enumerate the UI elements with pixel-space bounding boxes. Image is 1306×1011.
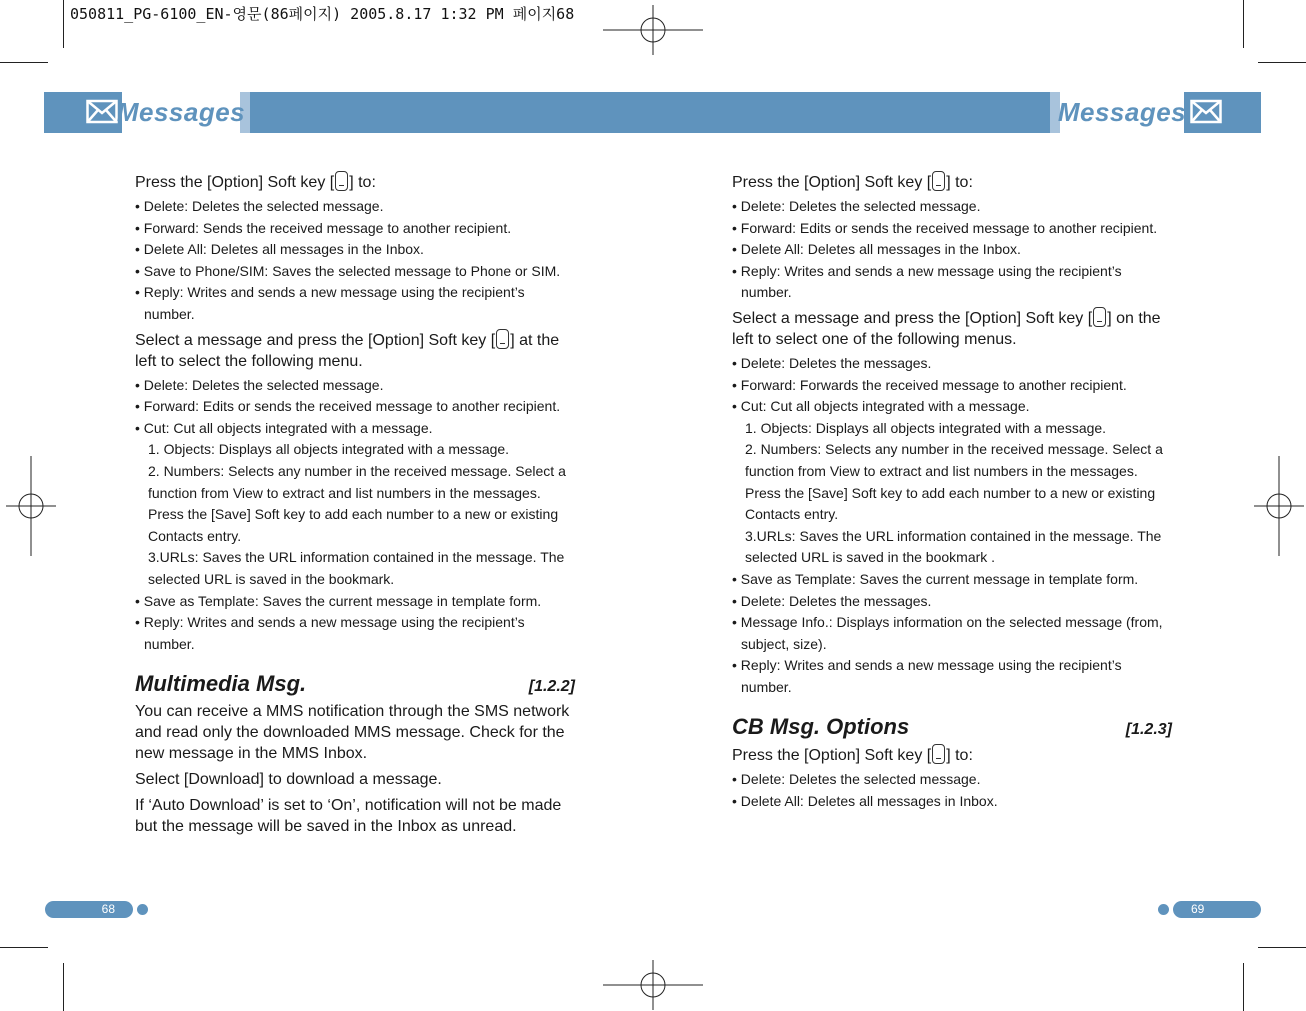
registration-mark-top bbox=[603, 5, 703, 55]
body-paragraph: If ‘Auto Download’ is set to ‘On’, notification will not be made but the message will be saved in the Inbox as unread. bbox=[135, 797, 562, 836]
registration-mark-bottom bbox=[603, 960, 703, 1010]
crop-mark bbox=[1243, 0, 1244, 48]
list-item: • Delete: Deletes the messages. bbox=[732, 592, 932, 609]
registration-mark-right bbox=[1254, 456, 1304, 556]
section-heading-number: [1.2.3] bbox=[1125, 721, 1172, 739]
section-heading-title: CB Msg. Options bbox=[732, 714, 910, 740]
list-item: • Delete All: Deletes all messages in the Inbox. bbox=[135, 241, 424, 258]
crop-mark bbox=[63, 963, 64, 1011]
crop-mark bbox=[1258, 947, 1306, 948]
list-item: • Cut: Cut all objects integrated with a message. bbox=[732, 398, 1030, 415]
section-heading bbox=[732, 714, 1172, 740]
sub-list-item: 1. Objects: Displays all objects integrated with a message. bbox=[148, 441, 510, 458]
page-dot bbox=[137, 904, 148, 915]
section-title-left: Messages bbox=[116, 97, 246, 127]
section-tab-left bbox=[116, 92, 250, 133]
list-item: • Reply: Writes and sends a new message using the recipient’s number. bbox=[732, 657, 1122, 695]
print-header: 050811_PG-6100_EN-영문(86페이지) 2005.8.17 1:32 PM 페이지68 bbox=[70, 5, 575, 23]
option-intro: Press the [Option] Soft key [ ] to: bbox=[135, 171, 575, 193]
list-item: • Forward: Edits or sends the received message to another recipient. bbox=[135, 398, 561, 415]
list-item: • Forward: Sends the received message to another recipient. bbox=[135, 219, 512, 236]
list-item: • Cut: Cut all objects integrated with a message. bbox=[135, 419, 433, 436]
crop-mark bbox=[0, 62, 48, 63]
soft-key-icon bbox=[496, 329, 509, 349]
list-item: • Forward: Forwards the received message to another recipient. bbox=[732, 376, 1127, 393]
section-heading bbox=[135, 671, 575, 697]
list-item: • Save as Template: Saves the current message in template form. bbox=[732, 570, 1139, 587]
page-dot bbox=[1158, 904, 1169, 915]
sub-list-item: 2. Numbers: Selects any number in the received message. Select a function from View to extract and list numbers in the messages. Press the [Save] Soft key to add each number to a new or existing Contacts entry. bbox=[148, 462, 566, 544]
sub-list-item: 3.URLs: Saves the URL information contained in the message. The selected URL is saved in the bookmark . bbox=[745, 527, 1162, 566]
list-item: • Message Info.: Displays information on the selected message (from, subject, size). bbox=[732, 614, 1163, 652]
soft-key-icon bbox=[932, 744, 945, 764]
option-intro: Select a message and press the [Option] Soft key [ ] on the left to select one of the following menus. bbox=[732, 307, 1172, 350]
list-item: • Save to Phone/SIM: Saves the selected message to Phone or SIM. bbox=[135, 262, 561, 279]
list-item: • Delete: Deletes the selected message. bbox=[135, 198, 384, 214]
body-paragraph: You can receive a MMS notification through the SMS network and read only the downloaded MMS message. Check for the new message in the MMS Inbox. bbox=[135, 703, 570, 763]
section-title-right: Messages bbox=[1057, 97, 1187, 127]
body-paragraph: Select [Download] to download a message. bbox=[135, 771, 442, 789]
list-item: • Delete All: Deletes all messages in the Inbox. bbox=[732, 241, 1021, 258]
list-item: • Reply: Writes and sends a new message using the recipient’s number. bbox=[135, 614, 525, 652]
envelope-icon bbox=[1190, 98, 1222, 126]
crop-mark bbox=[1258, 62, 1306, 63]
list-item: • Delete: Deletes the messages. bbox=[732, 354, 932, 371]
list-item: • Reply: Writes and sends a new message using the recipient’s number. bbox=[732, 262, 1122, 301]
right-page-content bbox=[732, 168, 1172, 813]
sub-list-item: 2. Numbers: Selects any number in the received message. Select a function from View to extract and list numbers in the messages. Press the [Save] Soft key to add each number to a new or existing Contacts entry. bbox=[745, 441, 1163, 523]
left-page-content bbox=[135, 168, 575, 842]
soft-key-icon bbox=[1093, 307, 1106, 327]
section-tab-right bbox=[1050, 92, 1187, 133]
list-item: • Delete All: Deletes all messages in Inbox. bbox=[732, 793, 998, 810]
option-intro: Select a message and press the [Option] Soft key [ ] at the left to select the following menu. bbox=[135, 329, 575, 372]
list-item: • Save as Template: Saves the current message in template form. bbox=[135, 592, 542, 609]
registration-mark-left bbox=[6, 456, 56, 556]
sub-list-item: 3.URLs: Saves the URL information contained in the message. The selected URL is saved in the bookmark. bbox=[148, 549, 565, 587]
crop-mark bbox=[0, 947, 48, 948]
page-number-left: 68 bbox=[45, 901, 133, 918]
sub-list-item: 1. Objects: Displays all objects integrated with a message. bbox=[745, 419, 1107, 436]
section-heading-title: Multimedia Msg. bbox=[135, 671, 307, 697]
envelope-icon bbox=[86, 98, 118, 126]
list-item: • Delete: Deletes the selected message. bbox=[732, 198, 981, 214]
option-intro: Press the [Option] Soft key [ ] to: bbox=[732, 744, 1172, 766]
page-number-right: 69 bbox=[1173, 901, 1261, 918]
soft-key-icon bbox=[335, 171, 348, 191]
list-item: • Delete: Deletes the selected message. bbox=[732, 771, 981, 788]
list-item: • Reply: Writes and sends a new message using the recipient’s number. bbox=[135, 284, 525, 322]
crop-mark bbox=[1243, 963, 1244, 1011]
list-item: • Forward: Edits or sends the received message to another recipient. bbox=[732, 219, 1158, 236]
section-heading-number: [1.2.2] bbox=[528, 678, 575, 696]
option-intro: Press the [Option] Soft key [ ] to: bbox=[732, 171, 1172, 193]
crop-mark bbox=[63, 0, 64, 48]
list-item: • Delete: Deletes the selected message. bbox=[135, 376, 384, 393]
soft-key-icon bbox=[932, 171, 945, 191]
